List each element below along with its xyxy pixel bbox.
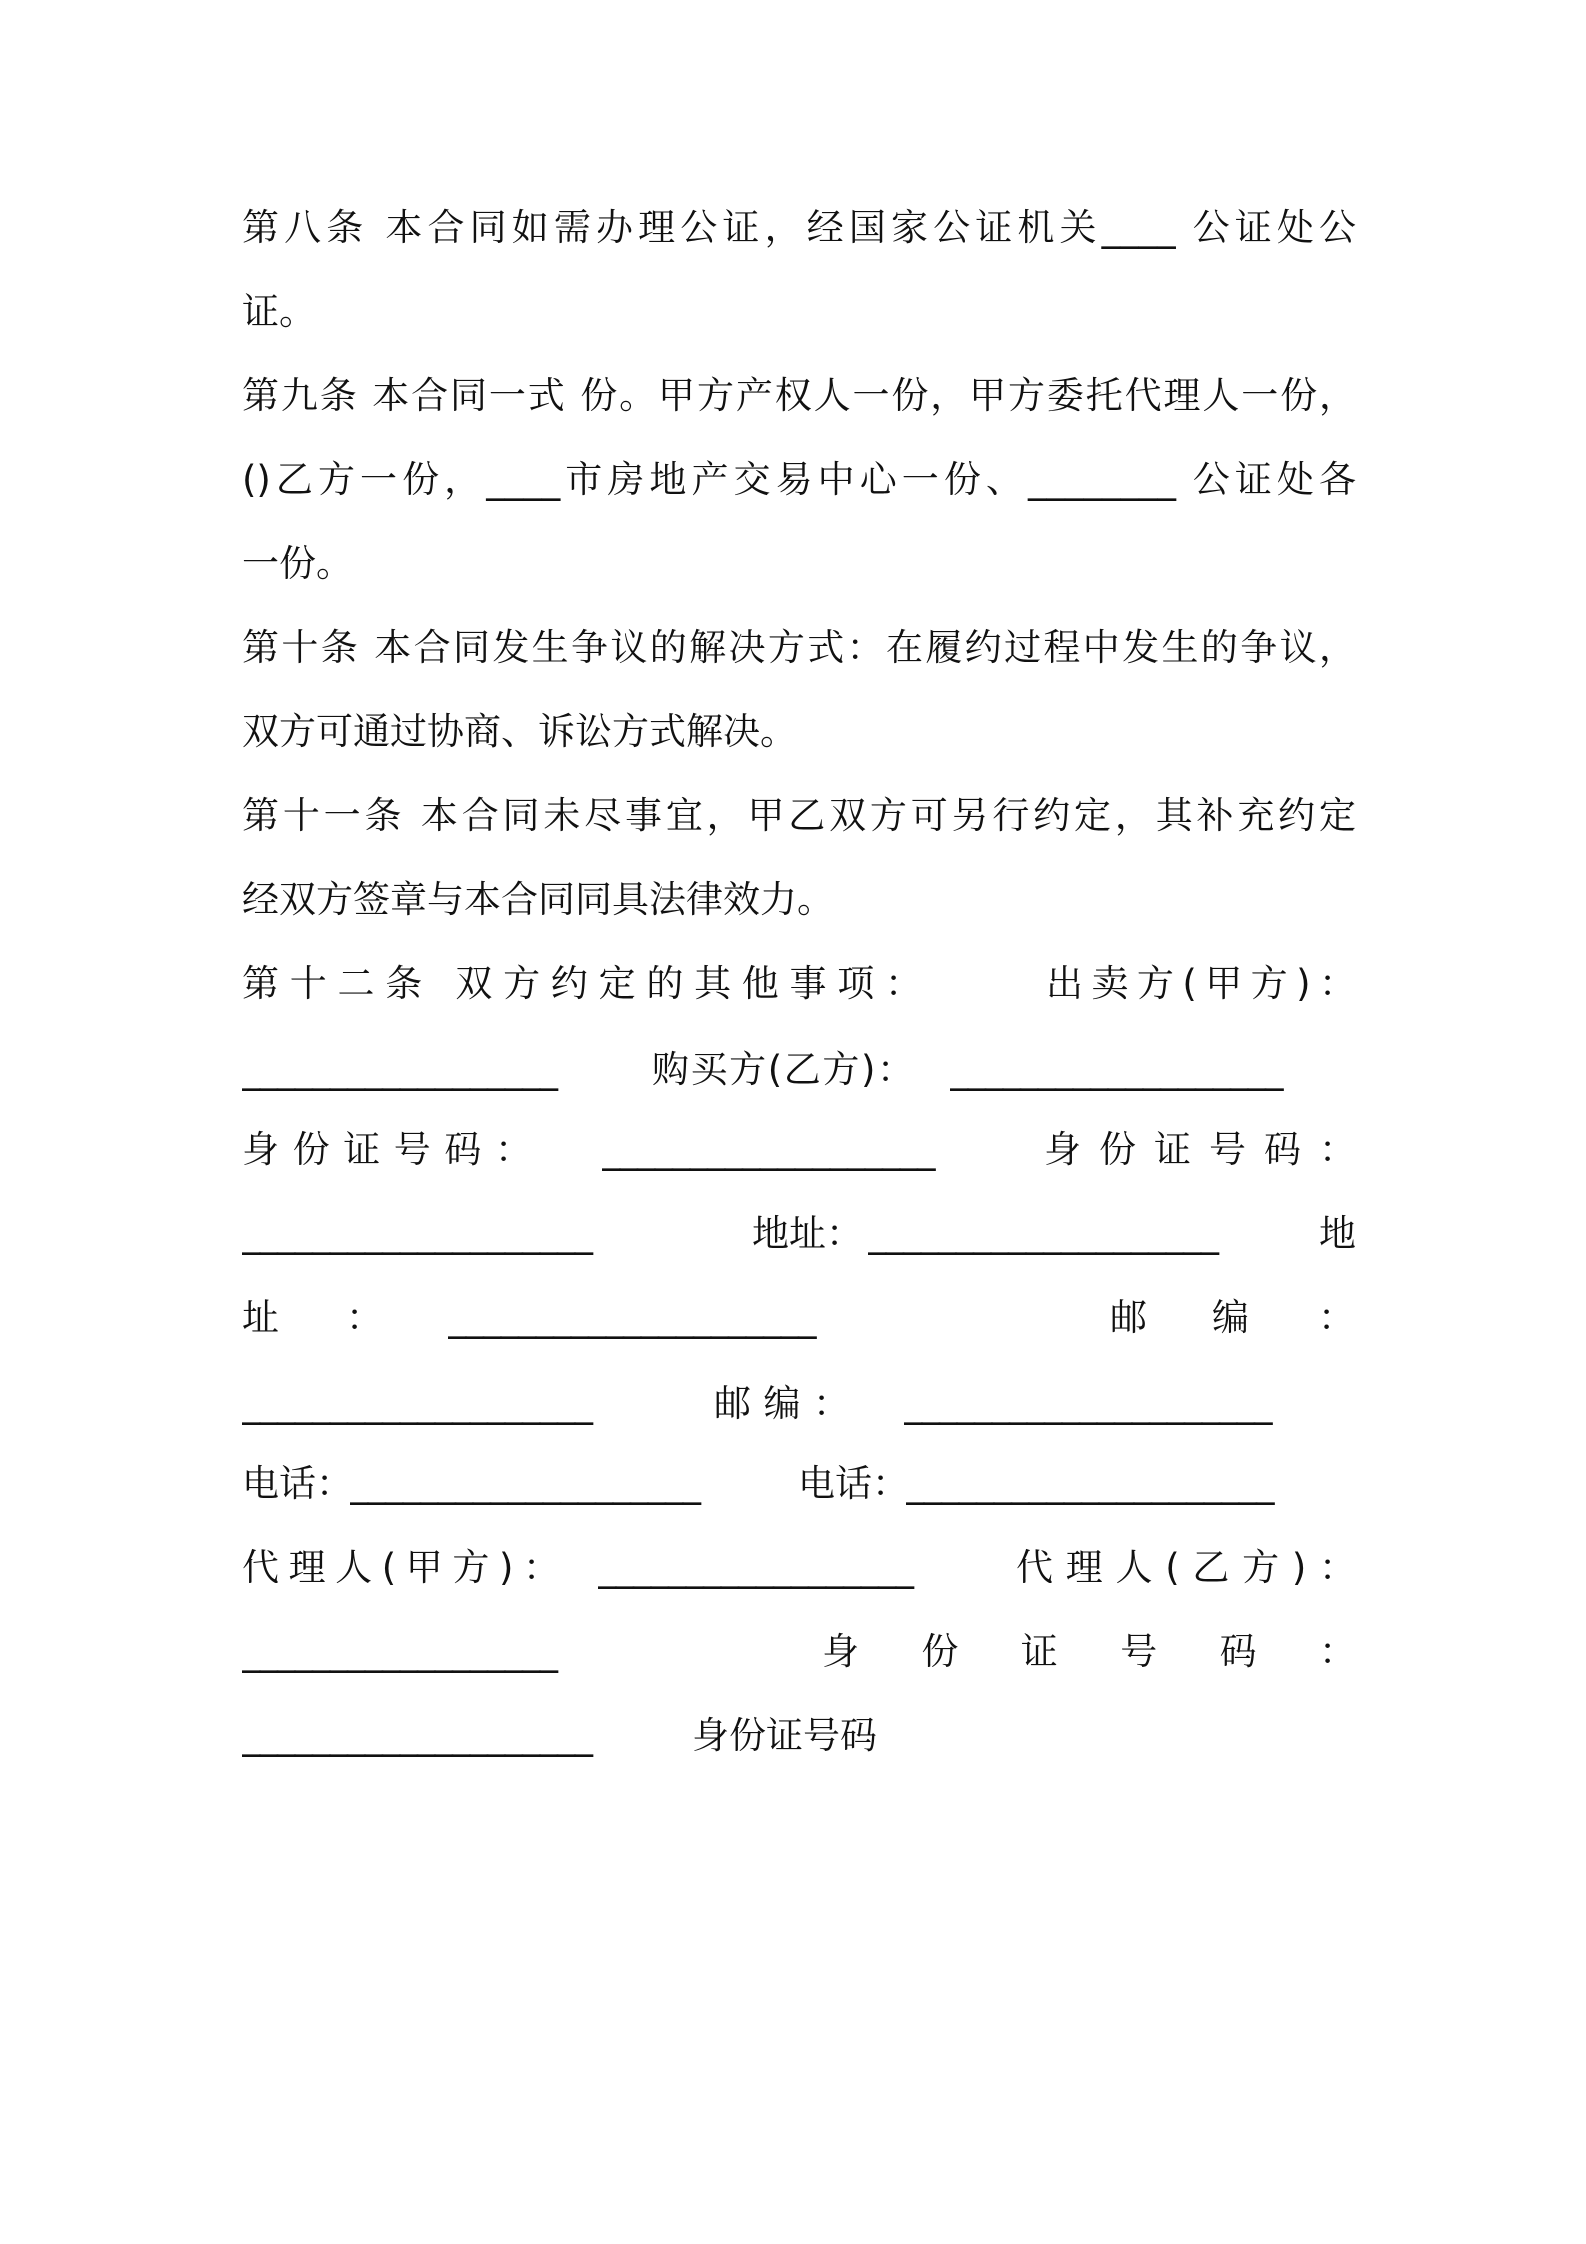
buyer-agent-field[interactable]: __________________ (242, 1630, 557, 1673)
seller-agent-field[interactable]: __________________ (598, 1546, 913, 1589)
form-row-address-2 (242, 1288, 1356, 1348)
clause-9-line-2: ()乙方一份，____市房地产交易中心一份、________ 公证处各 (242, 458, 1356, 501)
clause-10-line-1: 第十条 本合同发生争议的解决方式：在履约过程中发生的争议， (242, 626, 1356, 669)
form-row-phone (242, 1454, 1356, 1514)
seller-zip-field[interactable]: ____________________ (242, 1382, 592, 1425)
seller-address-label: 地址： (752, 1212, 863, 1255)
seller-agent-id-label: 身份证号码： (822, 1630, 1356, 1673)
seller-zip-label-char2: 编 (1212, 1296, 1249, 1339)
clause-11-line-1: 第十一条 本合同未尽事宜，甲乙双方可另行约定，其补充约定 (242, 794, 1356, 837)
seller-phone-label: 电话： (242, 1462, 353, 1505)
seller-agent-label: 代理人(甲方)： (242, 1546, 560, 1589)
buyer-phone-field[interactable]: _____________________ (906, 1462, 1274, 1505)
seller-zip-label-char1: 邮 (1110, 1296, 1147, 1339)
clause-9-line-3: 一份。 (242, 542, 353, 585)
seller-agent-id-field[interactable]: ____________________ (242, 1714, 592, 1757)
buyer-label: 购买方(乙方)： (652, 1048, 914, 1091)
buyer-agent-label: 代理人(乙方)： (1016, 1546, 1356, 1589)
buyer-address-field[interactable]: _____________________ (448, 1296, 816, 1339)
form-row-parties (242, 1040, 1356, 1100)
seller-name-field[interactable]: __________________ (242, 1048, 557, 1091)
clause-12-title: 第十二条 双方约定的其他事项： (242, 962, 922, 1005)
buyer-address-colon: ： (346, 1296, 383, 1339)
form-row-id (242, 1120, 1356, 1180)
seller-phone-field[interactable]: ____________________ (350, 1462, 700, 1505)
form-row-zip (242, 1374, 1356, 1434)
clause-12-row (242, 954, 1356, 1014)
buyer-agent-id-label: 身份证号码 (692, 1714, 877, 1757)
seller-id-label: 身份证号码： (242, 1128, 532, 1171)
form-row-agent-id (242, 1622, 1356, 1682)
clause-8-line-1: 第八条 本合同如需办理公证，经国家公证机关____ 公证处公 (242, 206, 1356, 249)
form-row-address (242, 1204, 1356, 1264)
seller-zip-colon: ： (1318, 1296, 1355, 1339)
seller-address-field[interactable]: ____________________ (868, 1212, 1218, 1255)
buyer-zip-field[interactable]: _____________________ (904, 1382, 1272, 1425)
buyer-id-label: 身份证号码： (1044, 1128, 1356, 1171)
buyer-zip-label: 邮编： (714, 1382, 850, 1425)
buyer-phone-label: 电话： (798, 1462, 909, 1505)
clause-11-line-2: 经双方签章与本合同同具法律效力。 (242, 878, 834, 921)
seller-id-field[interactable]: ___________________ (602, 1128, 935, 1171)
clause-8-line-2: 证。 (242, 290, 316, 333)
form-row-agent (242, 1538, 1356, 1598)
clause-9-line-1: 第九条 本合同一式 份。甲方产权人一份，甲方委托代理人一份， (242, 374, 1356, 417)
buyer-address-label-char2: 址 (242, 1296, 279, 1339)
clause-10-line-2: 双方可通过协商、诉讼方式解决。 (242, 710, 797, 753)
buyer-id-field[interactable]: ____________________ (242, 1212, 592, 1255)
seller-label: 出卖方(甲方)： (1046, 962, 1356, 1005)
buyer-address-label-char1: 地 (1319, 1212, 1356, 1255)
buyer-name-field[interactable]: ___________________ (950, 1048, 1283, 1091)
form-row-final (242, 1706, 1356, 1766)
